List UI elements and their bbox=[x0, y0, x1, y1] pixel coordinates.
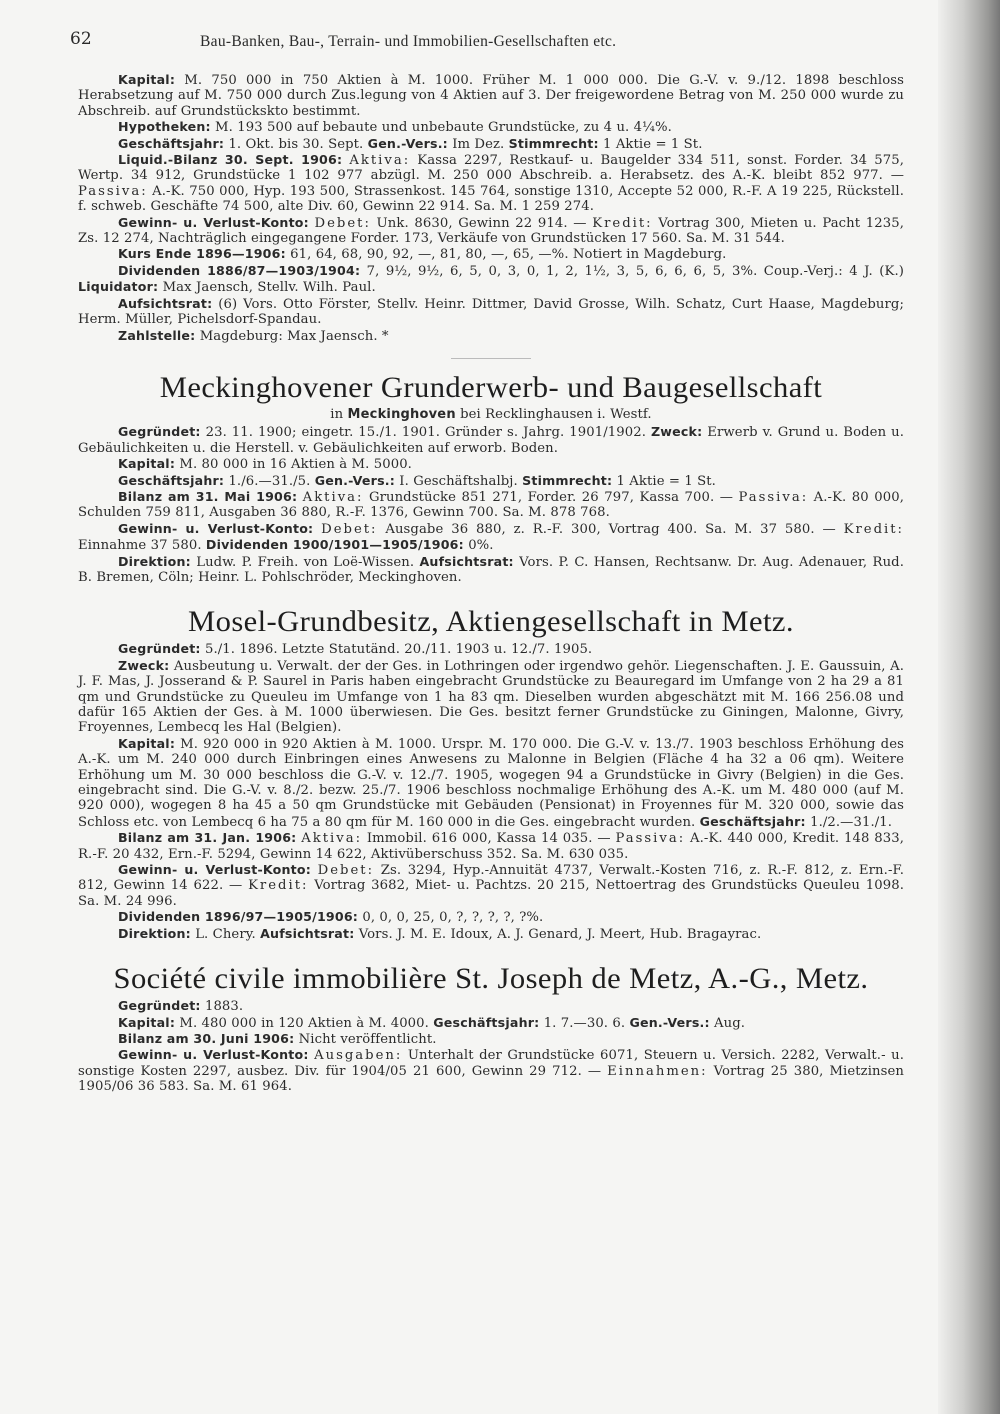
separator-rule bbox=[451, 358, 531, 359]
zweck-text: Erwerb v. Grund u. Boden u. Gebäulichkeiten u. die Herstell. v. Gebäulichkeiten auf erworb. Boden. bbox=[78, 425, 904, 456]
bilanz-passiva: A.-K. 750 000, Hyp. 193 500, Strassenkost. 145 764, sonstige 1310, Accepte 52 000, R.-F. A 19 225, Rückstell. f. schweb. Geschäfte 74 500, alte Div. 60, Gewinn 22 914. Sa. M. 1 259 274. bbox=[78, 183, 904, 215]
bilanz-label: Bilanz am 31. Jan. 1906: bbox=[118, 830, 297, 846]
liquidator-text: Max Jaensch, Stellv. Wilh. Paul. bbox=[162, 280, 376, 296]
kapital-text: M. 750 000 in 750 Aktien à M. 1000. Früher M. 1 000 000. Die G.-V. v. 9./12. 1898 beschloss Herabsetzung auf M. 750 000 durch Zus.legung von 4 Aktien auf 3. Der freigewordene Betrag von M. 250 000 wurde zu Abschreib. auf Grundstückskto bestimmt. bbox=[78, 73, 904, 119]
aktiva-label: Aktiva: bbox=[349, 153, 411, 169]
gegruendet-text: 5./1. 1896. Letzte Statutänd. 20./11. 1903 u. 12./7. 1905. bbox=[204, 642, 593, 658]
kredit-label: Kredit: bbox=[843, 521, 905, 537]
dividenden-text: 7, 9½, 9½, 6, 5, 0, 3, 0, 1, 2, 1½, 3, 5, 6, 6, 6, 5, 3%. Coup.-Verj.: 4 J. (K.) bbox=[366, 263, 904, 279]
bilanz-paragraph bbox=[78, 489, 904, 521]
aufsichtsrat-label: Aufsichtsrat: bbox=[419, 553, 514, 569]
dividenden-text: 0%. bbox=[468, 538, 494, 554]
running-title: Bau-Banken, Bau-, Terrain- und Immobilien-Gesellschaften etc. bbox=[200, 33, 617, 50]
guv-paragraph bbox=[78, 215, 904, 247]
kapital-text: M. 920 000 in 920 Aktien à M. 1000. Urspr. M. 170 000. Die G.-V. v. 13./7. 1903 beschloss Erhöhung des A.-K. um M. 240 000 durch Einbringen eines Anwesens zu Malonne in Belgien (Fläche 4 ha 32 a 06 qm). Weitere Erhöhung um M. 30 000 beschloss die G.-V. v. 12./7. 1905, wogegen 94 a Grundstücke in Givry (Belgien) in die Ges. eingebracht sind. Die G.-V. v. 8./2. bezw. 25./7. 1906 beschloss nochmalige Erhöhung des A.-K. um M. 480 000 (auf M. 920 000), wogegen 8 ha 45 a 50 qm Grundstücke mit Gebäuden (Pensionat) in Froyennes für M. 320 000, sowie das Schloss etc. von Lembecq 6 ha 75 a 80 qm für M. 160 000 in die Ges. eingebracht wurden. bbox=[78, 736, 904, 830]
gegruendet-text: 23. 11. 1900; eingetr. 15./1. 1901. Gründer s. Jahrg. 1901/1902. bbox=[205, 425, 646, 441]
geschaeftsjahr-text: 1. Okt. bis 30. Sept. bbox=[228, 136, 364, 152]
geschaeftsjahr-text: 1./2.—31./1. bbox=[810, 814, 893, 830]
kredit-label: Kredit: bbox=[248, 878, 309, 894]
kapital-label: Kapital: bbox=[118, 1014, 176, 1030]
company-title: Meckinghovener Grunderwerb- und Baugesellschaft bbox=[159, 370, 823, 404]
geschaeftsjahr-paragraph bbox=[78, 473, 904, 489]
kapital-paragraph bbox=[78, 72, 904, 119]
bilanz-label: Bilanz am 30. Juni 1906: bbox=[118, 1030, 295, 1046]
guv-label: Gewinn- u. Verlust-Konto: bbox=[118, 520, 314, 536]
stimmrecht-label: Stimmrecht: bbox=[508, 135, 599, 151]
guv-kredit: Vortrag 300, Mieten u. Pacht 1235, Zs. 12 274, Nachträglich eingegangene Forder. 173, Verkäufe von Grundstücken 17 560. Sa. M. 31 544. bbox=[78, 215, 905, 247]
guv-debet: Zs. 3294, Hyp.-Annuität 4737, Verwalt.-Kosten 716, z. R.-F. 812, z. Ern.-F. 812, Gewinn 14 622. — bbox=[78, 863, 904, 894]
gegruendet-paragraph bbox=[78, 641, 904, 657]
stimmrecht-label: Stimmrecht: bbox=[522, 472, 613, 488]
direktion-text: Ludw. P. Freih. von Loë-Wissen. bbox=[196, 554, 415, 570]
dividenden-label: Dividenden 1886/87—1903/1904: bbox=[118, 262, 361, 278]
gen-vers-label: Gen.-Vers.: bbox=[367, 135, 448, 151]
bilanz-passiva: A.-K. 80 000, Schulden 759 811, Ausgaben 36 880, R.-F. 1376, Gewinn 700. Sa. M. 878 768. bbox=[78, 489, 905, 521]
aufsichtsrat-label: Aufsichtsrat: bbox=[260, 925, 355, 941]
aktiva-label: Aktiva: bbox=[302, 489, 364, 505]
aufsichtsrat-paragraph bbox=[78, 296, 904, 328]
bilanz-paragraph bbox=[78, 152, 904, 215]
guv-paragraph bbox=[78, 862, 904, 909]
stimmrecht-text: 1 Aktie = 1 St. bbox=[603, 136, 703, 152]
company-title: Mosel-Grundbesitz, Aktiengesellschaft in Metz. bbox=[187, 605, 794, 639]
geschaeftsjahr-label: Geschäftsjahr: bbox=[699, 813, 806, 829]
zweck-text: Ausbeutung u. Verwalt. der der Ges. in Lothringen oder irgendwo gehör. Liegenschaften. J. E. Gaussuin, A. J. F. Mas, J. Josserand & P. Saurel in Paris haben eingebracht Grundstücke zu Beauregard im Umfange von 2 ha 29 a 81 qm und Grundstücke zu Queuleu im Umfange von 1 ha 83 qm. Dieselben wurden abgeschätzt mit M. 166 256.08 und dafür 165 Aktien der Ges. à M. 1000 überwiesen. Die Ges. besitzt ferner Grundstücke zu Giningen, Malonne, Givry, Froyennes, Lembecq les Hal (Belgien). bbox=[78, 658, 904, 736]
hypotheken-label: Hypotheken: bbox=[118, 119, 211, 135]
gegruendet-text: 1883. bbox=[204, 999, 244, 1015]
bilanz-passiva: A.-K. 440 000, Kredit. 148 833, R.-F. 20 432, Ern.-F. 5294, Gewinn 14 622, Aktivüberschuss 352. Sa. M. 630 035. bbox=[78, 831, 905, 862]
bilanz-paragraph bbox=[78, 830, 904, 862]
geschaeftsjahr-label: Geschäftsjahr: bbox=[433, 1014, 540, 1030]
zweck-label: Zweck: bbox=[118, 657, 170, 673]
debet-label: Debet: bbox=[314, 215, 371, 231]
einnahmen-label: Einnahmen: bbox=[607, 1063, 708, 1079]
zahlstelle-text: Magdeburg: Max Jaensch. * bbox=[199, 328, 389, 344]
direktion-paragraph bbox=[78, 554, 904, 586]
kurs-paragraph bbox=[78, 246, 904, 262]
page bbox=[70, 29, 905, 1095]
page-number: 62 bbox=[70, 29, 92, 49]
hypotheken-text: M. 193 500 auf bebaute und unbebaute Grundstücke, zu 4 u. 4¼%. bbox=[215, 120, 672, 136]
entry-societe-civile bbox=[78, 962, 904, 1094]
bilanz-label: Bilanz am 31. Mai 1906: bbox=[118, 488, 298, 504]
gegruendet-label: Gegründet: bbox=[118, 641, 201, 657]
zweck-label: Zweck: bbox=[650, 424, 703, 440]
kapital-paragraph bbox=[78, 1015, 904, 1031]
entry-mosel-grundbesitz bbox=[78, 605, 904, 942]
bilanz-aktiva: Grundstücke 851 271, Forder. 26 797, Kassa 700. — bbox=[368, 489, 734, 505]
location-post: bei Recklinghausen i. Westf. bbox=[460, 406, 652, 422]
bilanz-aktiva: Kassa 2297, Restkauf- u. Baugelder 334 511, sonst. Forder. 34 575, Wertp. 34 912, Grundstücke 1 102 977 abzügl. M. 250 000 Abschreib. a. Herabsetz. des A.-K. bleibt 852 977. — bbox=[78, 153, 904, 184]
kapital-label: Kapital: bbox=[118, 735, 176, 751]
gen-vers-text: Aug. bbox=[714, 1015, 746, 1031]
aufsichtsrat-label: Aufsichtsrat: bbox=[118, 295, 213, 311]
guv-label: Gewinn- u. Verlust-Konto: bbox=[118, 214, 309, 230]
gen-vers-label: Gen.-Vers.: bbox=[314, 472, 395, 488]
aktiva-label: Aktiva: bbox=[301, 831, 363, 847]
bilanz-aktiva: Immobil. 616 000, Kassa 14 035. — bbox=[366, 831, 611, 847]
zahlstelle-paragraph bbox=[78, 328, 904, 344]
aufsichtsrat-text: Vors. J. M. E. Idoux, A. J. Genard, J. Meert, Hub. Bragayrac. bbox=[358, 926, 762, 942]
geschaeftsjahr-text: 1. 7.—30. 6. bbox=[543, 1015, 626, 1031]
dividenden-label: Dividenden 1896/97—1905/1906: bbox=[118, 909, 359, 925]
bilanz-paragraph bbox=[78, 1031, 904, 1047]
bilanz-text: Nicht veröffentlicht. bbox=[298, 1031, 437, 1047]
stimmrecht-text: 1 Aktie = 1 St. bbox=[616, 473, 716, 489]
geschaeftsjahr-text: 1./6.—31./5. bbox=[228, 473, 311, 489]
gegruendet-paragraph bbox=[78, 998, 904, 1014]
entry-continuation bbox=[78, 72, 904, 344]
hypotheken-paragraph bbox=[78, 119, 904, 135]
gen-vers-text: Im Dez. bbox=[452, 136, 505, 152]
running-header bbox=[70, 29, 904, 56]
zahlstelle-label: Zahlstelle: bbox=[118, 327, 196, 343]
guv-paragraph bbox=[78, 1047, 904, 1094]
guv-debet: Ausgabe 36 880, z. R.-F. 300, Vortrag 400. Sa. M. 37 580. — bbox=[385, 521, 836, 537]
passiva-label: Passiva: bbox=[78, 183, 148, 199]
guv-kredit: Vortrag 3682, Miet- u. Pachtzs. 20 215, Nettoertrag des Grundstücks Queuleu 1098. Sa. M. 24 996. bbox=[78, 878, 904, 909]
direktion-text: L. Chery. bbox=[195, 926, 256, 942]
ausgaben-label: Ausgaben: bbox=[314, 1048, 403, 1064]
kredit-label: Kredit: bbox=[592, 215, 653, 231]
dividenden-paragraph bbox=[78, 263, 904, 296]
dividenden-text: 0, 0, 0, 25, 0, ?, ?, ?, ?, ?%. bbox=[362, 910, 544, 926]
direktion-paragraph bbox=[78, 926, 904, 942]
bilanz-label: Liquid.-Bilanz 30. Sept. 1906: bbox=[118, 152, 343, 168]
passiva-label: Passiva: bbox=[738, 489, 809, 505]
gegruendet-label: Gegründet: bbox=[118, 998, 201, 1014]
gegruendet-paragraph bbox=[78, 424, 904, 456]
location-pre: in bbox=[330, 406, 344, 422]
gegruendet-label: Gegründet: bbox=[118, 424, 201, 440]
kurs-text: 61, 64, 68, 90, 92, —, 81, 80, —, 65, —%. Notiert in Magdeburg. bbox=[290, 247, 727, 263]
geschaeftsjahr-label: Geschäftsjahr: bbox=[118, 472, 225, 488]
aufsichtsrat-text: Vors. P. C. Hansen, Rechtsanw. Dr. Aug. Adenauer, Rud. B. Bremen, Cöln; Heinr. L. Pohlschröder, Meckinghoven. bbox=[78, 554, 904, 585]
entry-meckinghovener bbox=[78, 371, 904, 585]
aufsichtsrat-text: (6) Vors. Otto Förster, Stellv. Heinr. Dittmer, David Grosse, Wilh. Schatz, Curt Haase, Magdeburg; Herm. Müller, Pichelsdorf-Spandau. bbox=[78, 296, 905, 328]
guv-label: Gewinn- u. Verlust-Konto: bbox=[118, 1047, 309, 1063]
kapital-text: M. 80 000 in 16 Aktien à M. 5000. bbox=[179, 457, 412, 473]
geschaeftsjahr-paragraph bbox=[78, 136, 904, 152]
company-title: Société civile immobilière St. Joseph de Metz, A.-G., Metz. bbox=[113, 962, 869, 996]
kapital-paragraph bbox=[78, 456, 904, 472]
guv-einnahmen: Vortrag 25 380, Mietzinsen 1905/06 36 583. Sa. M. 61 964. bbox=[78, 1063, 905, 1095]
liquidator-label: Liquidator: bbox=[78, 279, 159, 295]
dividenden-paragraph bbox=[78, 909, 904, 925]
guv-paragraph bbox=[78, 521, 904, 554]
guv-debet: Unk. 8630, Gewinn 22 914. — bbox=[376, 215, 587, 231]
zweck-paragraph bbox=[78, 658, 904, 736]
location-name: Meckinghoven bbox=[347, 406, 456, 422]
direktion-label: Direktion: bbox=[118, 553, 191, 569]
geschaeftsjahr-label: Geschäftsjahr: bbox=[118, 135, 225, 151]
gen-vers-label: Gen.-Vers.: bbox=[629, 1014, 710, 1030]
guv-label: Gewinn- u. Verlust-Konto: bbox=[118, 862, 311, 878]
debet-label: Debet: bbox=[321, 521, 378, 537]
kapital-label: Kapital: bbox=[118, 456, 176, 472]
dividenden-label: Dividenden 1900/1901—1905/1906: bbox=[205, 537, 464, 553]
kapital-text: M. 480 000 in 120 Aktien à M. 4000. bbox=[179, 1015, 429, 1031]
kapital-paragraph bbox=[78, 736, 904, 830]
gen-vers-text: I. Geschäftshalbj. bbox=[399, 473, 518, 489]
kapital-label: Kapital: bbox=[118, 72, 176, 87]
company-location bbox=[78, 407, 904, 422]
direktion-label: Direktion: bbox=[118, 925, 191, 941]
guv-ausgaben: Unterhalt der Grundstücke 6071, Steuern u. Versich. 2282, Verwalt.- u. sonstige Kosten 2297, ausbez. Div. für 1904/05 21 600, Gewinn 29 712. — bbox=[78, 1048, 904, 1079]
guv-kredit: Einnahme 37 580. bbox=[78, 538, 202, 554]
book-spine-shadow bbox=[938, 0, 1000, 1414]
passiva-label: Passiva: bbox=[615, 831, 686, 847]
debet-label: Debet: bbox=[317, 863, 375, 879]
kurs-label: Kurs Ende 1896—1906: bbox=[118, 246, 286, 262]
